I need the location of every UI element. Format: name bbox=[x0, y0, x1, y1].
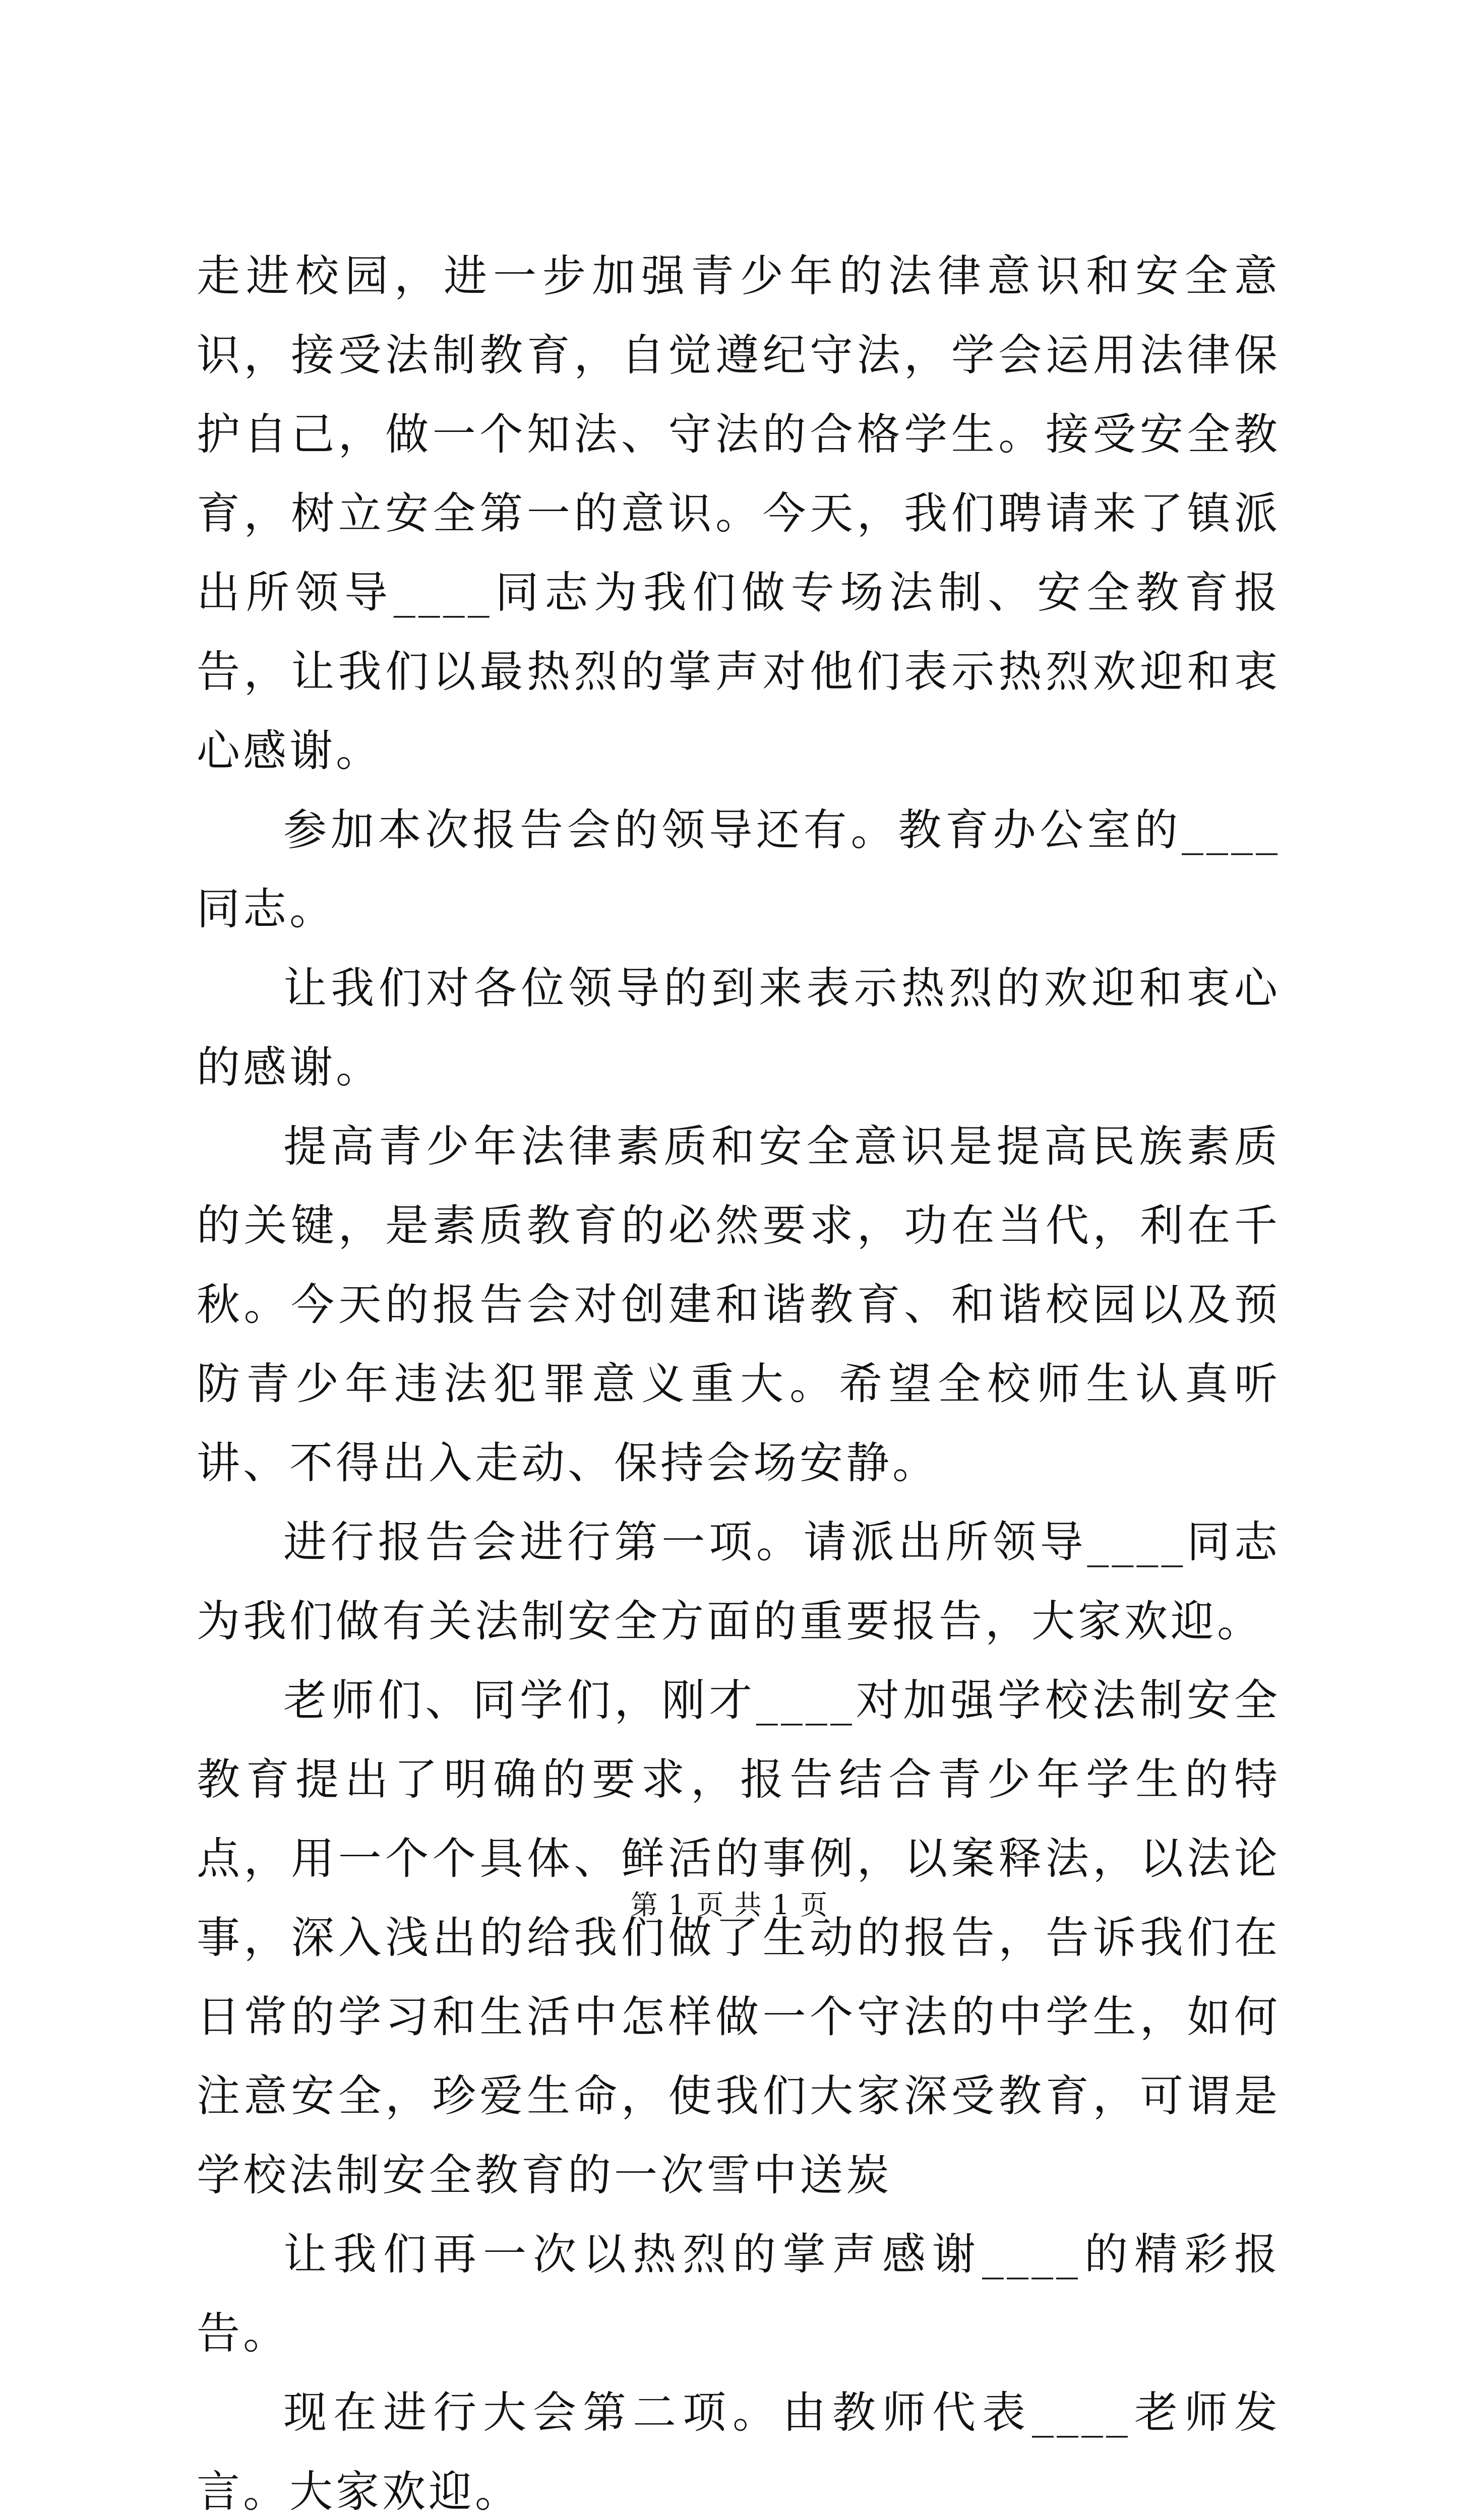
paragraph-4: 提高青少年法律素质和安全意识是提高民族素质的关键，是素质教育的必然要求，功在当代，利在千秋。今天的报告会对创建和谐教育、和谐校园以及预防青少年违法犯罪意义重大。希望全校师生认真听讲、不得出入走动、保持会场安静。 bbox=[197, 1121, 1281, 1488]
page-footer: 第 1 页 共 1 页 bbox=[630, 1889, 829, 1921]
paragraph-1: 走进校园，进一步加强青少年的法律意识和安全意识，接受法制教育，自觉遵纪守法，学会运用法律保护自己，做一个知法、守法的合格学生。接受安全教育，树立安全第一的意识。今天，我们聘请来了镇派出所领导____同志为我们做专场法制、安全教育报告，让我们以最热烈的掌声对他们表示热烈欢迎和衷心感谢。 bbox=[197, 251, 1281, 776]
paragraph-8: 现在进行大会第二项。由教师代表____老师发言。大家欢迎。 bbox=[197, 2387, 1281, 2517]
paragraph-2: 参加本次报告会的领导还有。教育办公室的____同志。 bbox=[197, 805, 1281, 934]
paragraph-7: 让我们再一次以热烈的掌声感谢____的精彩报告。 bbox=[197, 2229, 1281, 2359]
paragraph-6: 老师们、同学们，刚才____对加强学校法制安全教育提出了明确的要求，报告结合青少年学生的特点，用一个个具体、鲜活的事例，以案释法，以法论事，深入浅出的给我们做了生动的报告，告诉我们在日常的学习和生活中怎样做一个守法的中学生，如何注意安全，珍爱生命，使我们大家深受教育，可谓是学校法制安全教育的一次雪中送炭 bbox=[197, 1675, 1281, 2200]
paragraph-5: 进行报告会进行第一项。请派出所领导____同志为我们做有关法制安全方面的重要报告，大家欢迎。 bbox=[197, 1517, 1281, 1647]
paragraph-3: 让我们对各位领导的到来表示热烈的欢迎和衷心的感谢。 bbox=[197, 963, 1281, 1093]
document-body bbox=[197, 237, 1281, 2520]
